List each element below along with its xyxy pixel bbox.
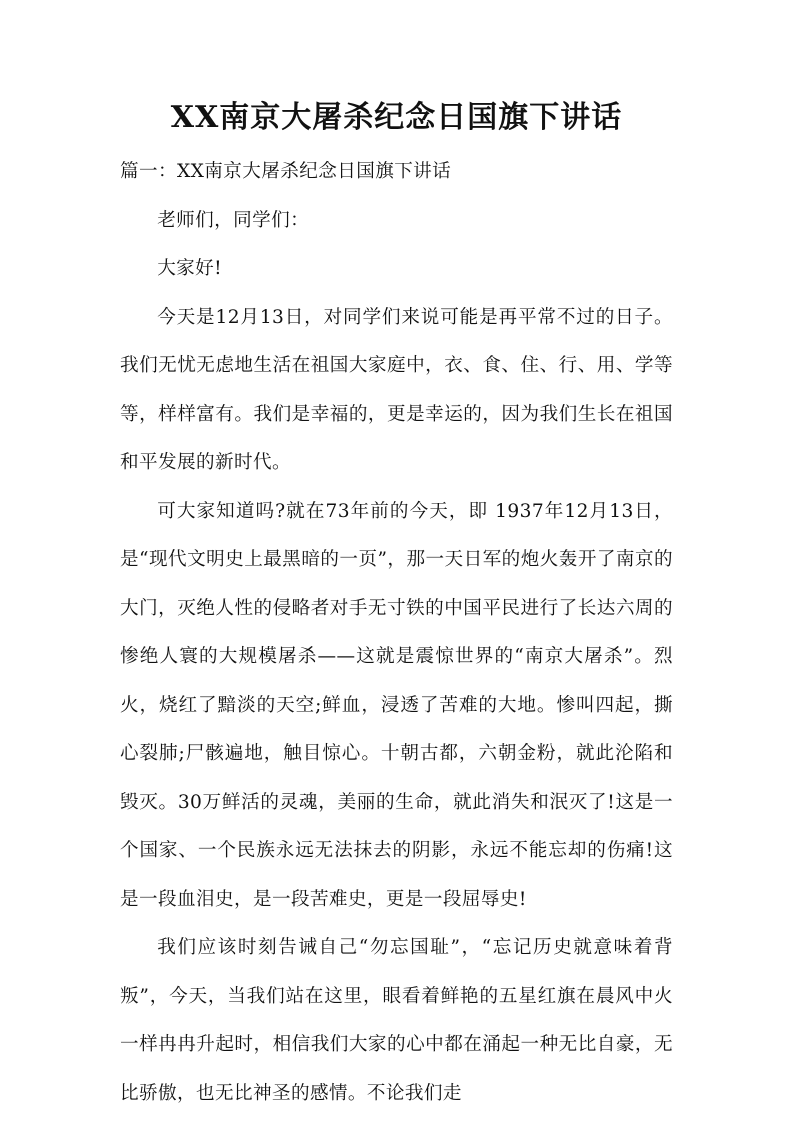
document-body [120,148,673,1118]
greeting-paragraph: 老师们，同学们： [157,209,310,231]
document-title: XX南京大屠杀纪念日国旗下讲话 [170,100,623,135]
body-paragraph: 我们应该时刻告诫自己“勿忘国耻”，“忘记历史就意味着背叛”，今天，当我们站在这里，眼看着鲜艳的五星红旗在晨风中火一样冉冉升起时，相信我们大家的心中都在涌起一种无比自豪，无比骄傲，也无比神圣的感情。不论我们走 [120,937,673,1104]
section-heading: 篇一：XX南京大屠杀纪念日国旗下讲话 [120,161,452,182]
body-paragraph: 今天是12月13日，对同学们来说可能是再平常不过的日子。我们无忧无虑地生活在祖国大家庭中，衣、食、住、行、用、学等等，样样富有。我们是幸福的，更是幸运的，因为我们生长在祖国和平发展的新时代。 [120,306,673,473]
body-paragraph: 可大家知道吗?就在73年前的今天，即 1937年12月13日，是“现代文明史上最黑暗的一页”，那一天日军的炮火轰开了南京的大门，灭绝人性的侵略者对手无寸铁的中国平民进行了长达六周的惨绝人寰的大规模屠杀——这就是震惊世界的“南京大屠杀”。烈火，烧红了黯淡的天空;鲜血，浸透了苦难的大地。惨叫四起，撕心裂肺;尸骸遍地，触目惊心。十朝古都，六朝金粉，就此沦陷和毁灭。30万鲜活的灵魂，美丽的生命，就此消失和泯灭了!这是一个国家、一个民族永远无法抹去的阴影，永远不能忘却的伤痛!这是一段血泪史，是一段苦难史，更是一段屈辱史! [120,500,673,910]
salutation-paragraph: 大家好! [157,258,223,279]
